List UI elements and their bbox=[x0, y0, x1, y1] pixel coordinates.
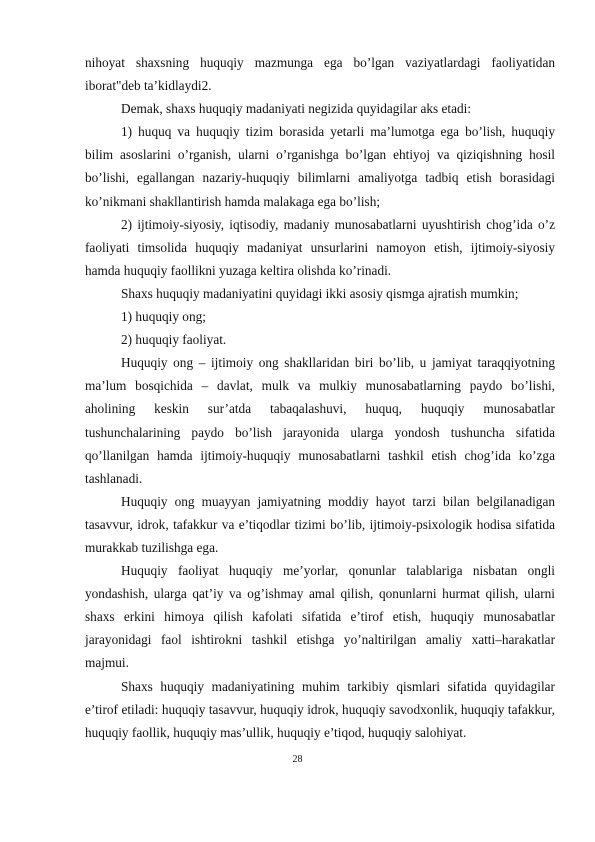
paragraph-list-item-1: 1) huquq va huquqiy tizim borasida yetarli ma’lumotga ega bo’lish, huquqiy bilim asoslarini o’rganish, ularni o’rganishga bo’lgan ehtiyoj va qiziqishning hosil bo’lishi, egallangan nazariy-huquqiy bilimlarni amaliyotga tadbiq etish borasidagi ko’nikmani shakllantirish hamda malakaga ega bo’lish; bbox=[85, 124, 555, 209]
paragraph-division-intro: Shaxs huquqiy madaniyatini quyidagi ikki asosiy qismga ajratish mumkin; bbox=[121, 285, 519, 301]
paragraph-list-item-2: 2) ijtimoiy-siyosiy, iqtisodiy, madaniy munosabatlarni uyushtirish chog’ida o’z faoliyati timsolida huquqiy madaniyat unsurlarini namoyon etish, ijtimoiy-siyosiy hamda huquqiy faollikni yuzaga keltira olishda ko’rinadi. bbox=[85, 216, 555, 278]
paragraph-intro: Demak, shaxs huquqiy madaniyati negizida quyidagilar aks etadi: bbox=[121, 101, 472, 117]
page-number: 28 bbox=[292, 754, 303, 765]
paragraph-legal-consciousness-structure: Huquqiy ong muayyan jamiyatning moddiy hayot tarzi bilan belgilanadigan tasavvur, idrok, tafakkur va e’tiqodlar tizimi bo’lib, ijtimoiy-psixologik hodisa sifatida murakkab tuzilishga ega. bbox=[85, 493, 555, 555]
paragraph-components: Shaxs huquqiy madaniyatining muhim tarkibiy qismlari sifatida quyidagilar e’tirof etiladi: huquqiy tasavvur, huquqiy idrok, huquqiy savodxonlik, huquqiy tafakkur, huquqiy faollik, huquqiy mas’ullik, huquqiy e’tiqod, huquqiy salohiyat. bbox=[85, 678, 555, 740]
paragraph-division-item-2: 2) huquqiy faoliyat. bbox=[121, 332, 227, 348]
paragraph-division-item-1: 1) huquqiy ong; bbox=[121, 309, 206, 325]
body-text bbox=[85, 51, 555, 744]
paragraph-legal-consciousness: Huquqiy ong – ijtimoiy ong shakllaridan biri bo’lib, u jamiyat taraqqiyotning ma’lum bosqichida – davlat, mulk va mulkiy munosabatlarning paydo bo’lishi, aholining keskin sur’atda tabaqalashuvi, huquq, huquqiy munosabatlar tushunchalarining paydo bo’lish jarayonida ularga yondosh tushuncha sifatida qo’llanilgan hamda ijtimoiy-huquqiy munosabatlarni tashkil etish chog’ida ko’zga tashlanadi. bbox=[85, 355, 555, 486]
paragraph-legal-activity: Huquqiy faoliyat huquqiy me’yorlar, qonunlar talablariga nisbatan ongli yondashish, ularga qat’iy va og’ishmay amal qilish, qonunlarni hurmat qilish, ularni shaxs erkini himoya qilish kafolati sifatida e’tirof etish, huquqiy munosabatlar jarayonidagi faol ishtirokni tashkil etishga yo’naltirilgan amaliy xatti–harakatlar majmui. bbox=[85, 563, 555, 671]
paragraph-continuation: nihoyat shaxsning huquqiy mazmunga ega bo’lgan vaziyatlardagi faoliyatidan iborat"deb ta’kidlaydi2. bbox=[85, 55, 555, 94]
